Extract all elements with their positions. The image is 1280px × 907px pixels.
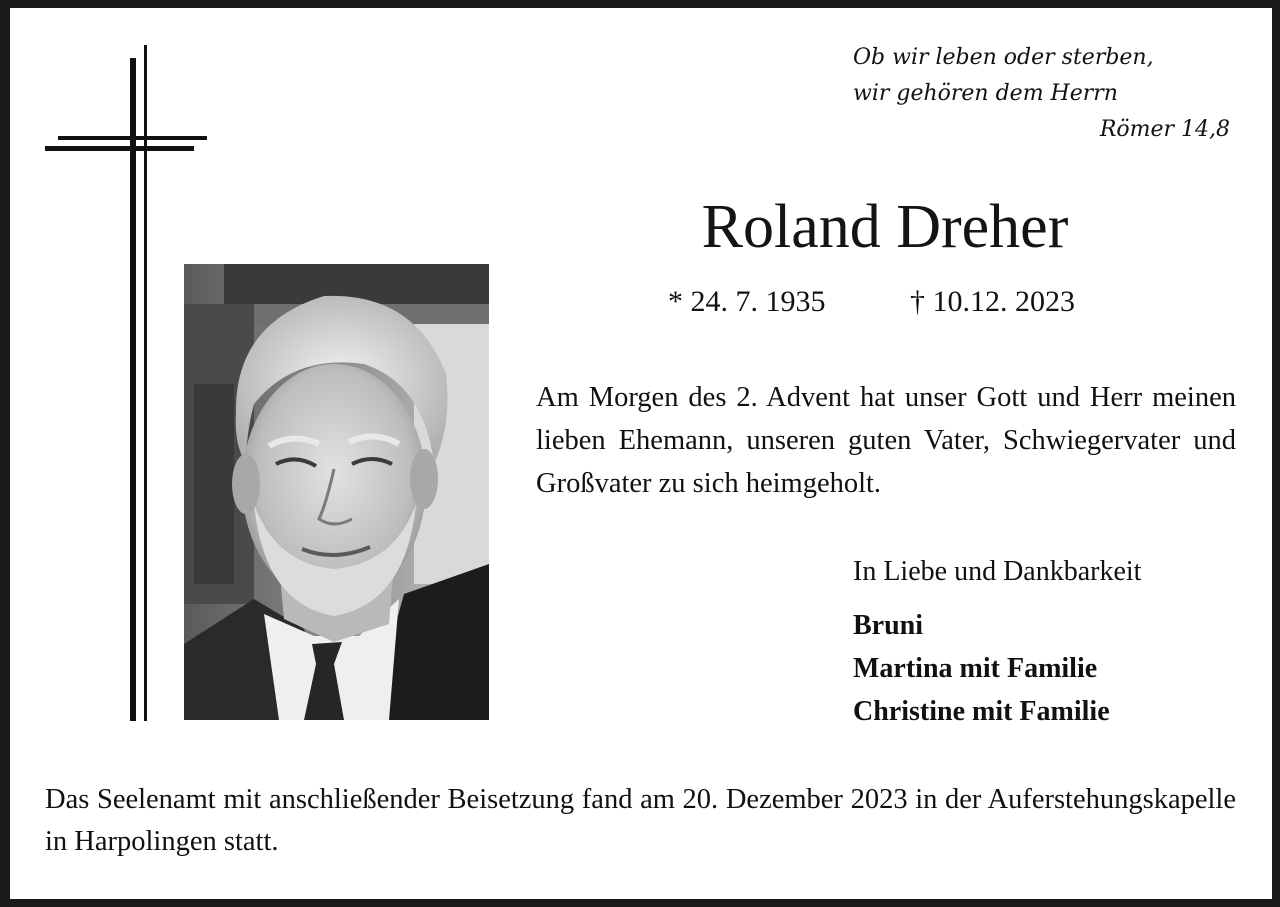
funeral-info: Das Seelenamt mit anschließender Beisetzung fand am 20. Dezember 2023 in der Auferstehungskapelle in Harpolingen statt. [45,784,1236,857]
verse-line-2: wir gehören dem Herrn [853,81,1118,106]
verse-line-1: Ob wir leben oder sterben, [853,45,1154,70]
obituary-message: Am Morgen des 2. Advent hat unser Gott und Herr meinen lieben Ehemann, unseren guten Vater, Schwiegervater und Großvater zu sich heimgeholt. [536,382,1236,499]
deceased-name: Roland Dreher [701,193,1069,261]
closing-line: In Liebe und Dankbarkeit [853,556,1142,587]
cross-vertical-bar [130,58,136,721]
mourner-name: Martina mit Familie [853,653,1098,684]
obituary-notice [10,8,1272,899]
bible-verse [853,40,1230,148]
cross-horizontal-bar [58,136,207,140]
birth-date: * 24. 7. 1935 [668,285,826,318]
verse-reference: Römer 14,8 [1099,117,1230,142]
portrait-photo [184,264,489,720]
mourners-list [853,604,1110,733]
mourner-name: Bruni [853,610,924,641]
mourner-name: Christine mit Familie [853,696,1110,727]
cross-horizontal-bar-lower [45,146,194,151]
death-date: † 10.12. 2023 [910,285,1075,318]
